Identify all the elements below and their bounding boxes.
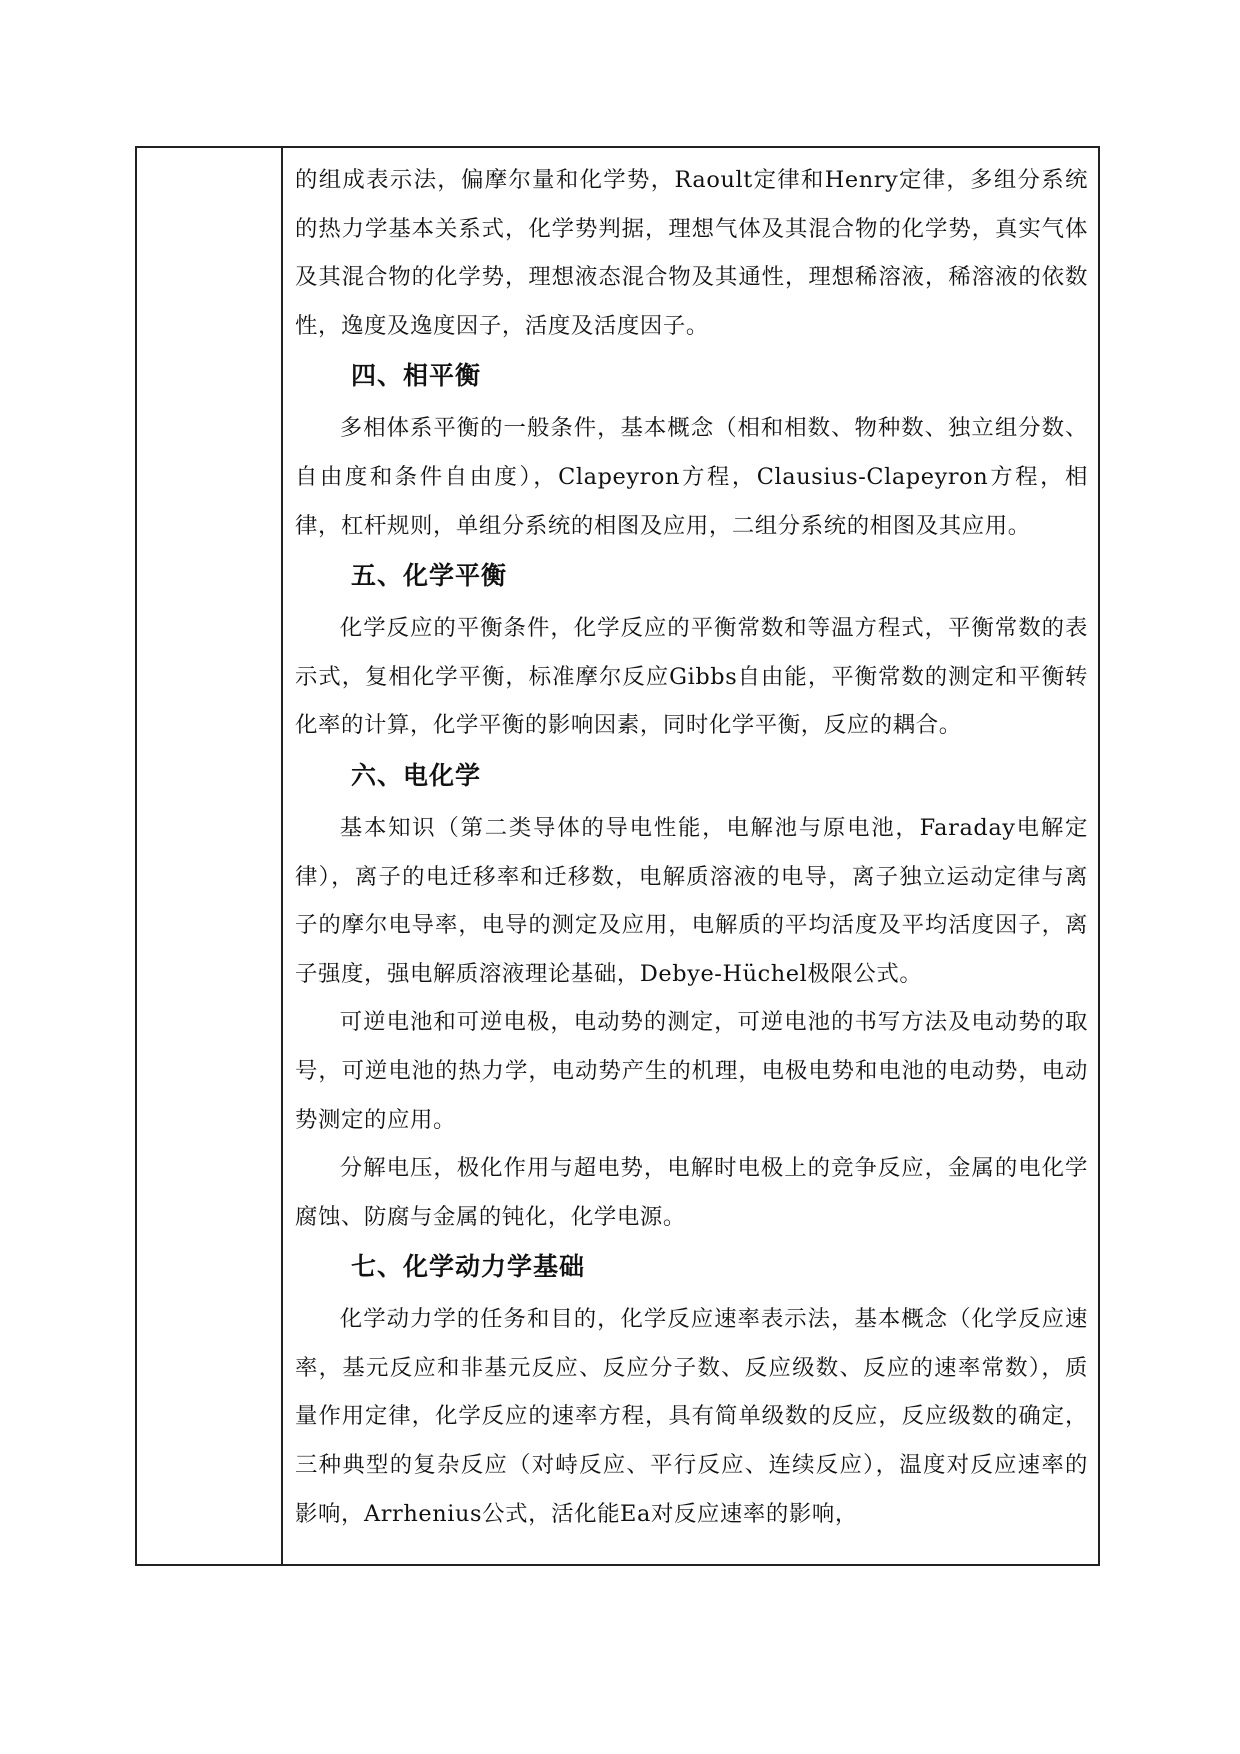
paragraph: 化学动力学的任务和目的，化学反应速率表示法，基本概念（化学反应速率，基元反应和非基元反应、反应分子数、反应级数、反应的速率常数），质量作用定律，化学反应的速率方程，具有简单级数的反应，反应级数的确定，三种典型的复杂反应（对峙反应、平行反应、连续反应），温度对反应速率的影响，Arrhenius公式，活化能Ea对反应速率的影响， xyxy=(295,1306,1088,1527)
section-heading-chemical-equilibrium: 五、化学平衡 xyxy=(351,561,508,591)
section-heading-chemical-kinetics: 七、化学动力学基础 xyxy=(351,1252,586,1282)
paragraph-continued: 的组成表示法，偏摩尔量和化学势，Raoult定律和Henry定律，多组分系统的热力学基本关系式，化学势判据，理想气体及其混合物的化学势，真实气体及其混合物的化学势，理想液态混合物及其通性，理想稀溶液，稀溶液的依数性，逸度及逸度因子，活度及活度因子。 xyxy=(295,167,1088,339)
paragraph: 多相体系平衡的一般条件，基本概念（相和相数、物种数、独立组分数、自由度和条件自由度），Clapeyron方程，Clausius-Clapeyron方程，相律，杠杆规则，单组分系统的相图及应用，二组分系统的相图及其应用。 xyxy=(295,415,1088,539)
paragraph: 基本知识（第二类导体的导电性能，电解池与原电池，Faraday电解定律），离子的电迁移率和迁移数，电解质溶液的电导，离子独立运动定律与离子的摩尔电导率，电导的测定及应用，电解质的平均活度及平均活度因子，离子强度，强电解质溶液理论基础，Debye-Hüchel极限公式。 xyxy=(295,814,1088,987)
syllabus-table xyxy=(135,146,1100,1566)
section-heading-electrochemistry: 六、电化学 xyxy=(351,760,482,790)
paragraph: 化学反应的平衡条件，化学反应的平衡常数和等温方程式，平衡常数的表示式，复相化学平衡，标准摩尔反应Gibbs自由能，平衡常数的测定和平衡转化率的计算，化学平衡的影响因素，同时化学平衡，反应的耦合。 xyxy=(295,615,1088,739)
paragraph: 可逆电池和可逆电极，电动势的测定，可逆电池的书写方法及电动势的取号，可逆电池的热力学，电动势产生的机理，电极电势和电池的电动势，电动势测定的应用。 xyxy=(295,1009,1088,1133)
table-content-column xyxy=(283,148,1098,1564)
table-left-column xyxy=(137,148,283,1564)
paragraph: 分解电压，极化作用与超电势，电解时电极上的竞争反应，金属的电化学腐蚀、防腐与金属的钝化，化学电源。 xyxy=(295,1155,1088,1230)
section-heading-phase-equilibrium: 四、相平衡 xyxy=(351,361,482,391)
